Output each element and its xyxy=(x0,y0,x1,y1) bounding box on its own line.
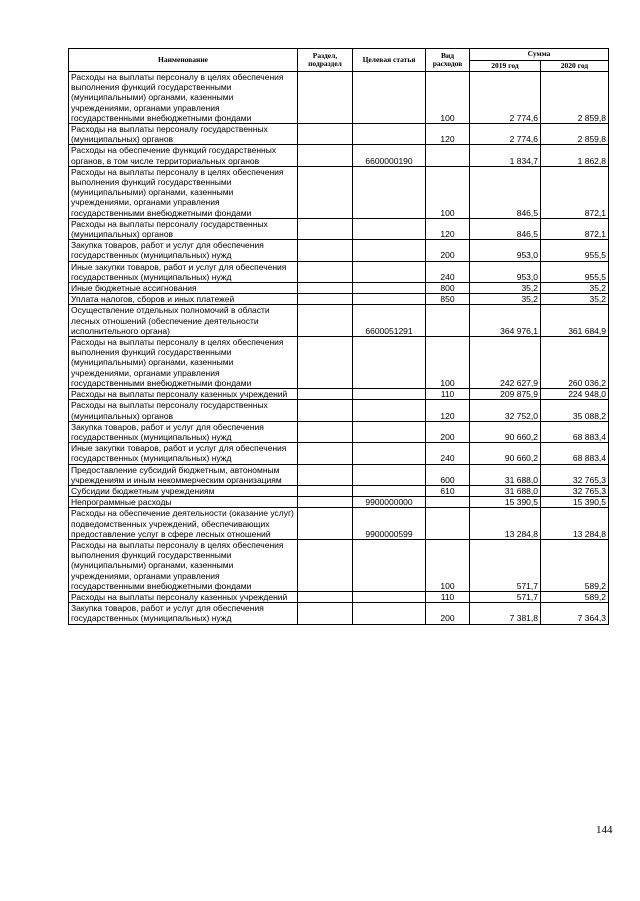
row-section xyxy=(298,539,353,591)
row-sum-2020: 224 948,0 xyxy=(541,389,609,400)
row-expense-type: 100 xyxy=(426,72,470,124)
row-expense-type xyxy=(426,145,470,166)
table-row xyxy=(69,400,609,421)
row-expense-type xyxy=(426,508,470,540)
row-target-article xyxy=(353,464,426,485)
row-sum-2019: 90 660,2 xyxy=(470,421,541,442)
col-header-section: Раздел, подраздел xyxy=(298,49,353,72)
row-name: Расходы на выплаты персоналу в целях обеспечения выполнения функций государственными (муниципальными) органами, казенными учреждениями, органами управления государственными внебюджетными фондами xyxy=(69,72,298,124)
row-target-article xyxy=(353,485,426,496)
row-section xyxy=(298,145,353,166)
row-section xyxy=(298,305,353,337)
row-name: Иные бюджетные ассигнования xyxy=(69,283,298,294)
col-header-2020: 2020 год xyxy=(541,60,609,72)
row-section xyxy=(298,497,353,508)
row-section xyxy=(298,166,353,218)
page-number: 144 xyxy=(596,824,613,836)
col-header-name: Наименование xyxy=(69,49,298,72)
row-name: Расходы на выплаты персоналу казенных учреждений xyxy=(69,389,298,400)
row-expense-type: 100 xyxy=(426,539,470,591)
row-expense-type: 240 xyxy=(426,443,470,464)
row-name: Закупка товаров, работ и услуг для обеспечения государственных (муниципальных) нужд xyxy=(69,603,298,624)
row-target-article: 6600051291 xyxy=(353,305,426,337)
col-header-2019: 2019 год xyxy=(470,60,541,72)
table-row xyxy=(69,124,609,145)
row-sum-2019: 2 774,6 xyxy=(470,72,541,124)
row-name: Расходы на выплаты персоналу казенных учреждений xyxy=(69,591,298,602)
table-row xyxy=(69,240,609,261)
table-row xyxy=(69,508,609,540)
row-sum-2020: 589,2 xyxy=(541,539,609,591)
row-name: Расходы на выплаты персоналу в целях обеспечения выполнения функций государственными (муниципальными) органами, казенными учреждениями, органами управления государственными внебюджетными фондами xyxy=(69,539,298,591)
row-section xyxy=(298,421,353,442)
row-section xyxy=(298,508,353,540)
row-sum-2020: 32 765,3 xyxy=(541,485,609,496)
row-expense-type xyxy=(426,305,470,337)
row-target-article xyxy=(353,421,426,442)
row-expense-type: 800 xyxy=(426,283,470,294)
table-row xyxy=(69,261,609,282)
row-sum-2020: 68 883,4 xyxy=(541,443,609,464)
row-target-article xyxy=(353,400,426,421)
row-name: Расходы на выплаты персоналу государственных (муниципальных) органов xyxy=(69,400,298,421)
row-sum-2019: 31 688,0 xyxy=(470,485,541,496)
row-section xyxy=(298,72,353,124)
row-sum-2020: 7 364,3 xyxy=(541,603,609,624)
row-target-article xyxy=(353,591,426,602)
row-target-article: 6600000190 xyxy=(353,145,426,166)
row-sum-2019: 242 627,9 xyxy=(470,337,541,389)
row-target-article xyxy=(353,603,426,624)
row-expense-type: 110 xyxy=(426,591,470,602)
table-row xyxy=(69,72,609,124)
row-sum-2020: 32 765,3 xyxy=(541,464,609,485)
row-expense-type: 200 xyxy=(426,421,470,442)
row-sum-2020: 68 883,4 xyxy=(541,421,609,442)
row-section xyxy=(298,240,353,261)
row-name: Субсидии бюджетным учреждениям xyxy=(69,485,298,496)
row-name: Уплата налогов, сборов и иных платежей xyxy=(69,294,298,305)
row-section xyxy=(298,464,353,485)
table-row xyxy=(69,421,609,442)
row-sum-2020: 260 036,2 xyxy=(541,337,609,389)
row-sum-2019: 13 284,8 xyxy=(470,508,541,540)
row-sum-2020: 955,5 xyxy=(541,240,609,261)
table-row xyxy=(69,166,609,218)
col-header-sum: Сумма xyxy=(470,49,609,61)
row-sum-2020: 35 088,2 xyxy=(541,400,609,421)
budget-table xyxy=(68,48,609,625)
row-expense-type: 100 xyxy=(426,337,470,389)
row-target-article xyxy=(353,218,426,239)
row-sum-2019: 846,5 xyxy=(470,218,541,239)
row-name: Расходы на выплаты персоналу государственных (муниципальных) органов xyxy=(69,124,298,145)
row-sum-2020: 35,2 xyxy=(541,294,609,305)
row-name: Расходы на обеспечение деятельности (оказание услуг) подведомственных учреждений, обеспечивающих предоставление услуг в сфере лесных отношений xyxy=(69,508,298,540)
row-expense-type: 100 xyxy=(426,166,470,218)
row-name: Расходы на обеспечение функций государственных органов, в том числе территориальных органов xyxy=(69,145,298,166)
row-sum-2019: 209 875,9 xyxy=(470,389,541,400)
row-expense-type: 850 xyxy=(426,294,470,305)
row-sum-2020: 955,5 xyxy=(541,261,609,282)
table-row xyxy=(69,603,609,624)
row-name: Иные закупки товаров, работ и услуг для обеспечения государственных (муниципальных) нужд xyxy=(69,261,298,282)
row-section xyxy=(298,485,353,496)
row-name: Иные закупки товаров, работ и услуг для обеспечения государственных (муниципальных) нужд xyxy=(69,443,298,464)
row-sum-2019: 32 752,0 xyxy=(470,400,541,421)
row-sum-2020: 1 862,8 xyxy=(541,145,609,166)
row-sum-2020: 872,1 xyxy=(541,166,609,218)
table-row xyxy=(69,539,609,591)
row-sum-2020: 35,2 xyxy=(541,283,609,294)
row-name: Предоставление субсидий бюджетным, автономным учреждениям и иным некоммерческим организациям xyxy=(69,464,298,485)
row-expense-type: 120 xyxy=(426,400,470,421)
row-sum-2019: 2 774,6 xyxy=(470,124,541,145)
row-section xyxy=(298,283,353,294)
row-section xyxy=(298,261,353,282)
row-target-article xyxy=(353,240,426,261)
row-target-article xyxy=(353,389,426,400)
row-sum-2019: 1 834,7 xyxy=(470,145,541,166)
row-section xyxy=(298,218,353,239)
row-target-article xyxy=(353,337,426,389)
row-expense-type: 200 xyxy=(426,603,470,624)
row-section xyxy=(298,294,353,305)
row-name: Расходы на выплаты персоналу в целях обеспечения выполнения функций государственными (муниципальными) органами, казенными учреждениями, органами управления государственными внебюджетными фондами xyxy=(69,166,298,218)
row-expense-type: 600 xyxy=(426,464,470,485)
row-target-article xyxy=(353,261,426,282)
row-target-article xyxy=(353,72,426,124)
col-header-type: Вид расходов xyxy=(426,49,470,72)
row-sum-2019: 90 660,2 xyxy=(470,443,541,464)
row-sum-2019: 571,7 xyxy=(470,539,541,591)
row-sum-2019: 31 688,0 xyxy=(470,464,541,485)
table-row xyxy=(69,591,609,602)
row-section xyxy=(298,389,353,400)
row-sum-2020: 13 284,8 xyxy=(541,508,609,540)
row-sum-2019: 953,0 xyxy=(470,240,541,261)
row-target-article xyxy=(353,166,426,218)
row-sum-2020: 589,2 xyxy=(541,591,609,602)
row-target-article xyxy=(353,539,426,591)
table-row xyxy=(69,294,609,305)
row-expense-type: 120 xyxy=(426,124,470,145)
row-expense-type: 240 xyxy=(426,261,470,282)
row-sum-2019: 35,2 xyxy=(470,294,541,305)
table-row xyxy=(69,145,609,166)
row-sum-2020: 2 859,8 xyxy=(541,72,609,124)
table-row xyxy=(69,283,609,294)
table-row xyxy=(69,464,609,485)
row-sum-2020: 872,1 xyxy=(541,218,609,239)
row-section xyxy=(298,400,353,421)
row-target-article xyxy=(353,443,426,464)
table-row xyxy=(69,485,609,496)
row-section xyxy=(298,337,353,389)
table-header xyxy=(69,49,609,72)
row-sum-2020: 15 390,5 xyxy=(541,497,609,508)
row-target-article: 9900000000 xyxy=(353,497,426,508)
row-sum-2020: 2 859,8 xyxy=(541,124,609,145)
row-target-article: 9900000599 xyxy=(353,508,426,540)
row-sum-2019: 571,7 xyxy=(470,591,541,602)
row-section xyxy=(298,603,353,624)
table-row xyxy=(69,305,609,337)
row-name: Непрограммные расходы xyxy=(69,497,298,508)
row-expense-type: 200 xyxy=(426,240,470,261)
row-sum-2019: 364 976,1 xyxy=(470,305,541,337)
table-row xyxy=(69,443,609,464)
row-expense-type: 610 xyxy=(426,485,470,496)
table-row xyxy=(69,389,609,400)
row-name: Расходы на выплаты персоналу государственных (муниципальных) органов xyxy=(69,218,298,239)
row-section xyxy=(298,443,353,464)
row-sum-2019: 35,2 xyxy=(470,283,541,294)
row-section xyxy=(298,124,353,145)
row-target-article xyxy=(353,124,426,145)
row-name: Закупка товаров, работ и услуг для обеспечения государственных (муниципальных) нужд xyxy=(69,240,298,261)
table-row xyxy=(69,337,609,389)
table-row xyxy=(69,497,609,508)
row-sum-2020: 361 684,9 xyxy=(541,305,609,337)
table-body xyxy=(69,72,609,625)
row-section xyxy=(298,591,353,602)
row-expense-type: 110 xyxy=(426,389,470,400)
row-target-article xyxy=(353,294,426,305)
col-header-target: Целевая статья xyxy=(353,49,426,72)
row-sum-2019: 953,0 xyxy=(470,261,541,282)
row-sum-2019: 7 381,8 xyxy=(470,603,541,624)
row-name: Осуществление отдельных полномочий в области лесных отношений (обеспечение деятельности исполнительного органа) xyxy=(69,305,298,337)
row-target-article xyxy=(353,283,426,294)
row-expense-type: 120 xyxy=(426,218,470,239)
row-sum-2019: 15 390,5 xyxy=(470,497,541,508)
row-expense-type xyxy=(426,497,470,508)
table-row xyxy=(69,218,609,239)
row-name: Расходы на выплаты персоналу в целях обеспечения выполнения функций государственными (муниципальными) органами, казенными учреждениями, органами управления государственными внебюджетными фондами xyxy=(69,337,298,389)
row-sum-2019: 846,5 xyxy=(470,166,541,218)
row-name: Закупка товаров, работ и услуг для обеспечения государственных (муниципальных) нужд xyxy=(69,421,298,442)
